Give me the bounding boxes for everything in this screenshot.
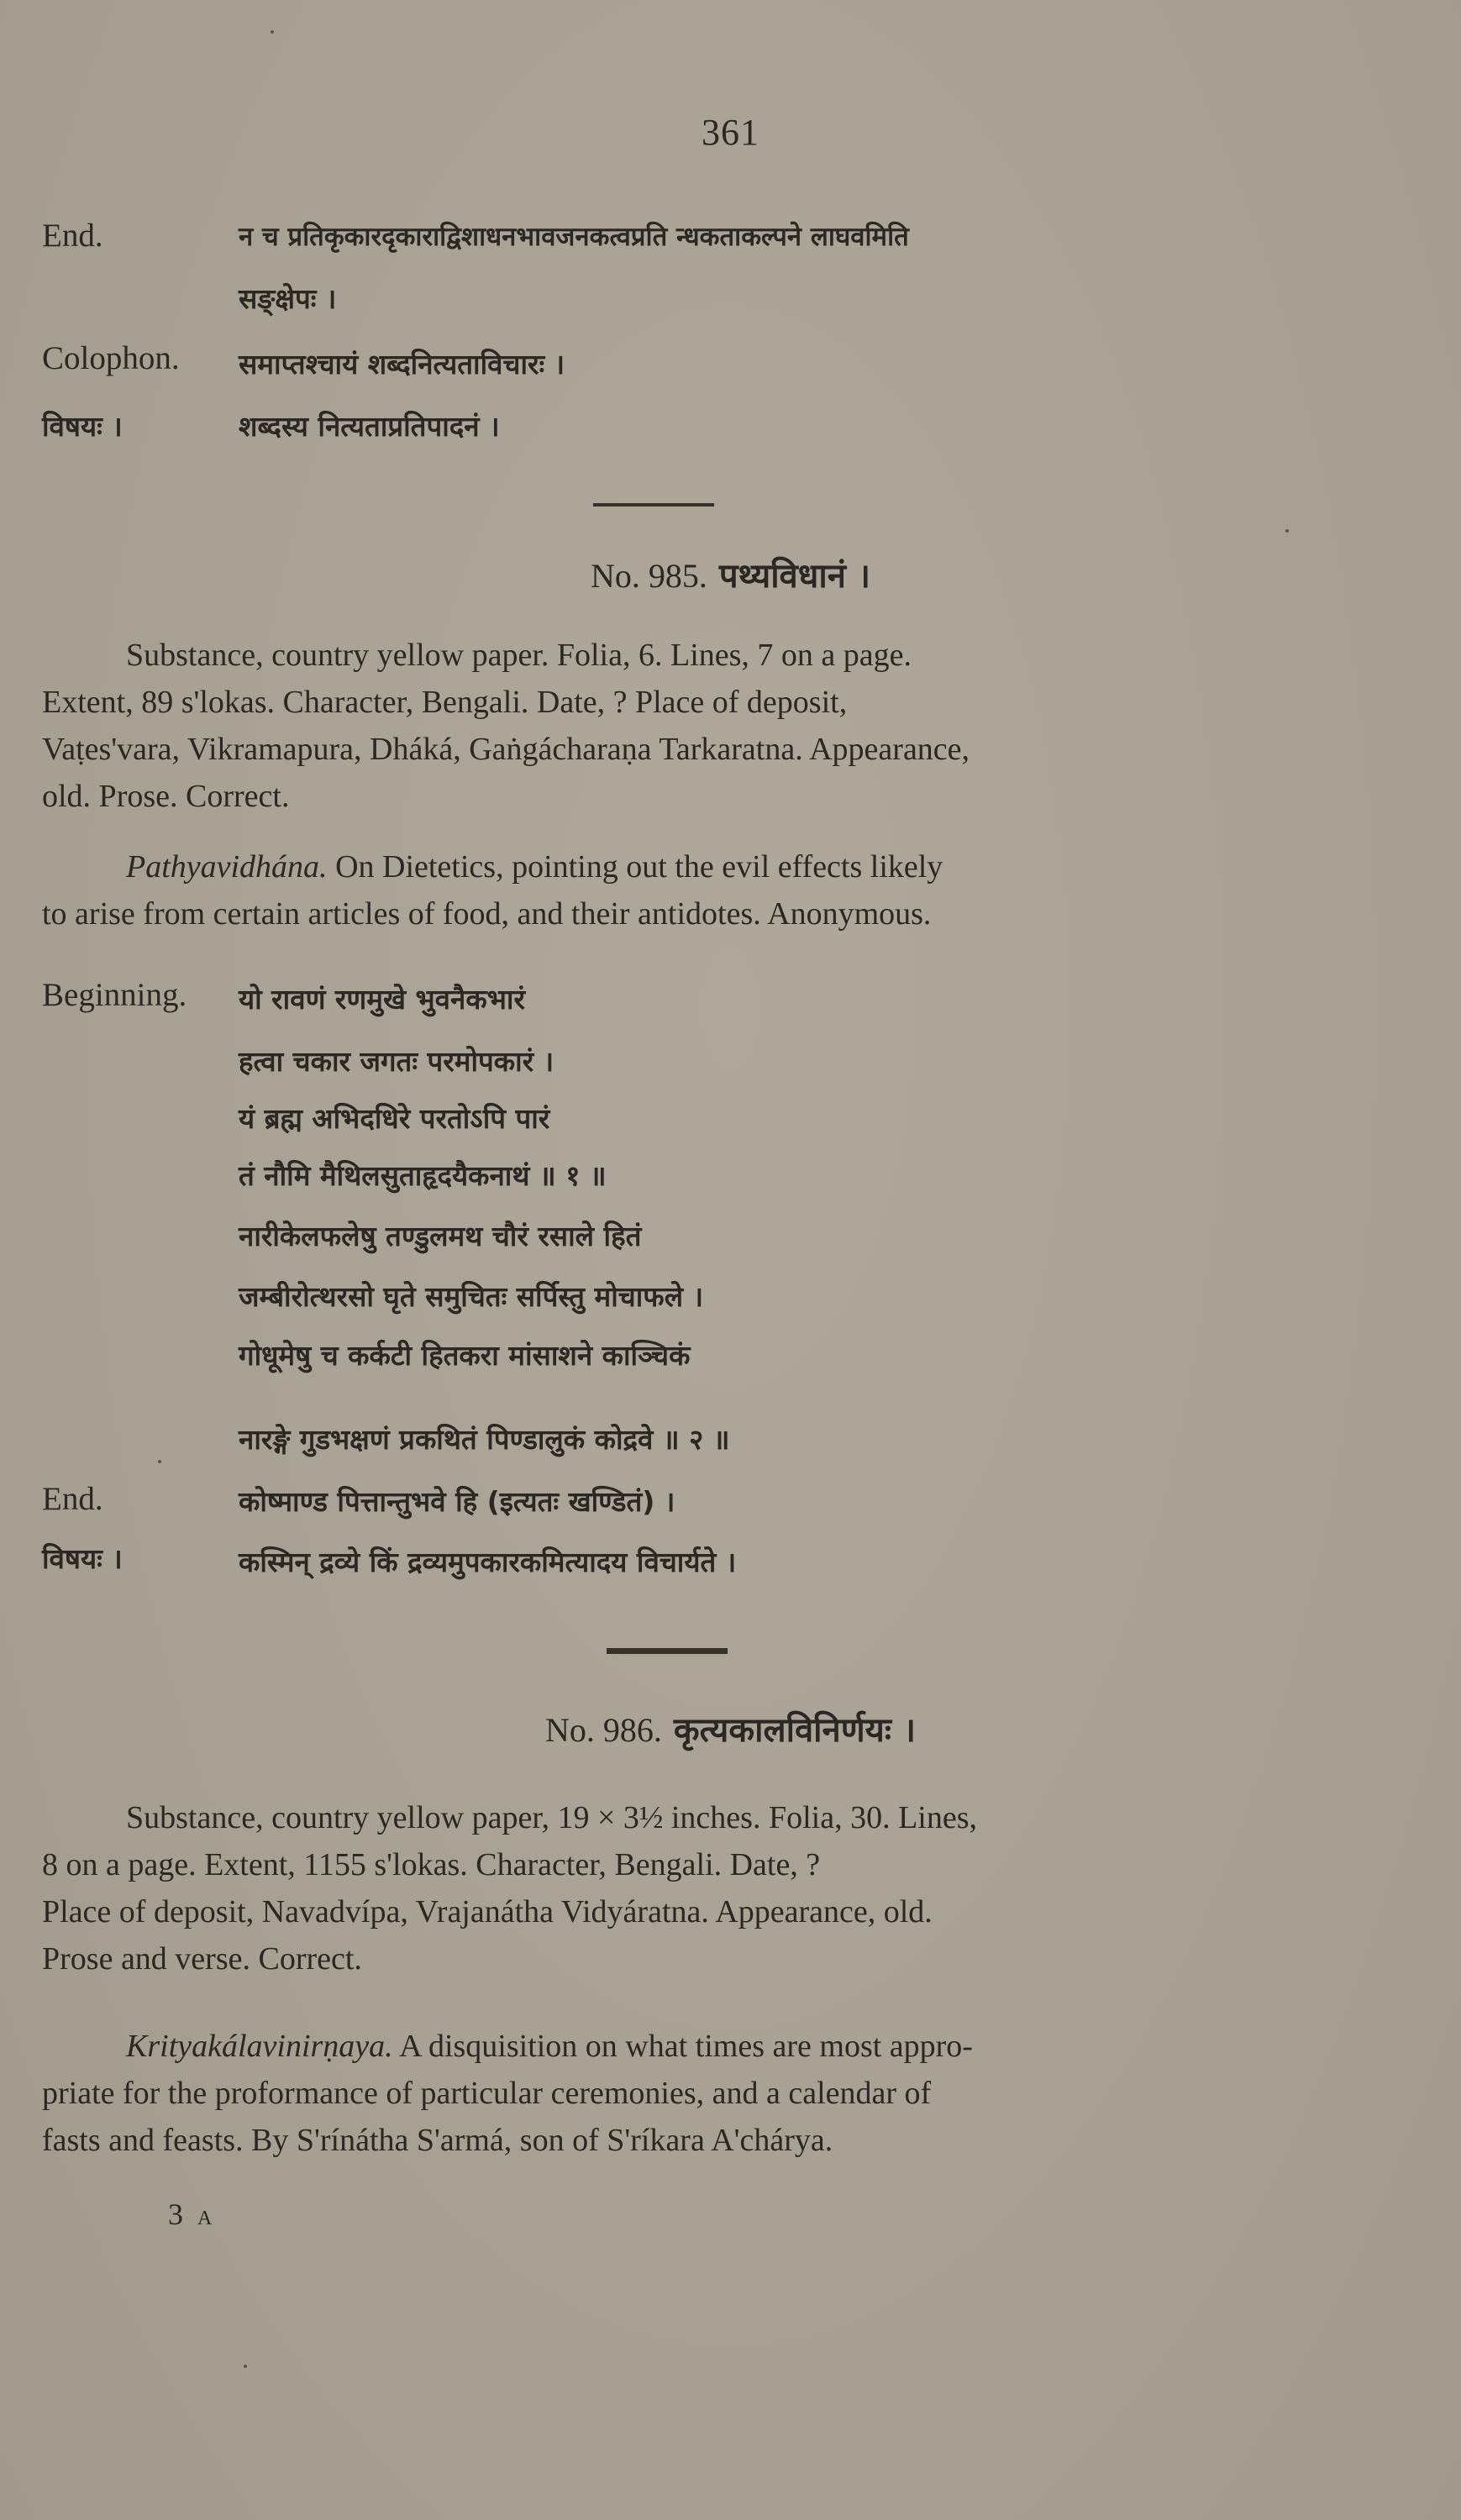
colophon-label: Colophon. — [42, 340, 180, 376]
colophon-text: समाप्तश्चायं शब्दनित्यताविचारः । — [239, 348, 565, 381]
description-line: Prose and verse. Correct. — [42, 1941, 362, 1977]
subject-label: विषयः । — [42, 410, 123, 443]
page-number: 361 — [702, 112, 759, 153]
verse-line: नारङ्गे गुडभक्षणं प्रकथितं पिण्डालुकं कोद्रवे ॥ २ ॥ — [239, 1423, 730, 1456]
section-divider — [607, 1648, 728, 1654]
end-label: End. — [42, 218, 103, 254]
entry-986-summary-text: A disquisition on what times are most appro- — [399, 2029, 973, 2064]
verse-line: तं नौमि मैथिलसुताहृदयैकनाथं ॥ १ ॥ — [239, 1159, 607, 1192]
entry-986-number: No. 986. — [544, 1711, 662, 1749]
entry-986-title: कृत्यकालविनिर्णयः । — [673, 1711, 917, 1750]
entry-985-heading — [0, 551, 1461, 597]
paper-speck — [244, 2365, 247, 2368]
description-line: 8 on a page. Extent, 1155 s'lokas. Character, Bengali. Date, ? — [42, 1847, 821, 1882]
subject-label: विषयः । — [42, 1542, 123, 1575]
entry-985-description — [42, 632, 1277, 820]
description-line: Extent, 89 s'lokas. Character, Bengali. Date, ? Place of deposit, — [42, 685, 848, 720]
entry-985-number: No. 985. — [590, 557, 707, 595]
end-text-line-2: सङ्क्षेपः । — [239, 282, 337, 315]
description-line: Substance, country yellow paper, 19 × 3½ inches. Folia, 30. Lines, — [126, 1800, 977, 1835]
subject-text: कस्मिन् द्रव्ये किं द्रव्यमुपकारकमित्यादय विचार्यते । — [239, 1546, 737, 1578]
description-line: Substance, country yellow paper. Folia, 6. Lines, 7 on a page. — [126, 638, 912, 673]
signature-number: 3 — [168, 2197, 187, 2231]
description-line: Place of deposit, Navadvípa, Vrajanátha Vidyáratna. Appearance, old. — [42, 1894, 933, 1929]
verse-line: जम्बीरोत्थरसो घृते समुचितः सर्पिस्तु मोचाफले । — [239, 1280, 704, 1313]
entry-986-description — [42, 1794, 1277, 1982]
paper-speck — [158, 1460, 161, 1463]
subject-text: शब्दस्य नित्यताप्रतिपादनं । — [239, 410, 500, 443]
end-text-line-1: न च प्रतिकृकारदृकाराद्विशाधनभावजनकत्वप्रति न्धकताकल्पने लाघवमिति — [239, 222, 909, 252]
signature-mark — [168, 2197, 215, 2232]
description-line: old. Prose. Correct. — [42, 779, 290, 814]
entry-986-summary-title: Krityakálavinirṇaya. — [126, 2029, 393, 2064]
section-divider — [593, 503, 714, 507]
verse-line: नारीकेलफलेषु तण्डुलमथ चौरं रसाले हितं — [239, 1220, 642, 1252]
verse-line: हत्वा चकार जगतः परमोपकारं । — [239, 1045, 554, 1078]
description-line: Vaṭes'vara, Vikramapura, Dháká, Gaṅgácharaṇa Tarkaratna. Appearance, — [42, 732, 970, 767]
entry-986-summary — [42, 2023, 1277, 2164]
paper-speck — [271, 30, 274, 34]
entry-985-title: पथ्यविधानं । — [718, 557, 871, 596]
entry-985-summary-text: On Dietetics, pointing out the evil effects likely — [335, 849, 943, 885]
entry-986-summary-line-2: priate for the proformance of particular ceremonies, and a calendar of — [42, 2076, 932, 2111]
verse-line: यो रावणं रणमुखे भुवनैकभारं — [239, 983, 525, 1016]
entry-986-heading — [0, 1705, 1461, 1751]
verse-line: गोधूमेषु च कर्कटी हितकरा मांसाशने काञ्चिकं — [239, 1339, 691, 1372]
end-text: कोष्माण्ड पित्तान्तुभवे हि (इत्यतः खण्डितं) । — [239, 1485, 675, 1518]
paper-speck — [1285, 529, 1289, 533]
entry-986-summary-line-3: fasts and feasts. By S'rínátha S'armá, son of S'ríkara A'chárya. — [42, 2123, 833, 2158]
end-label: End. — [42, 1481, 103, 1517]
beginning-label: Beginning. — [42, 977, 187, 1013]
entry-985-summary-title: Pathyavidhána. — [126, 849, 328, 885]
signature-letter: A — [197, 2208, 216, 2229]
entry-985-summary-line-2: to arise from certain articles of food, and their antidotes. Anonymous. — [42, 896, 932, 932]
verse-line: यं ब्रह्म अभिदधिरे परतोऽपि पारं — [239, 1102, 550, 1135]
entry-985-summary — [42, 843, 1277, 937]
